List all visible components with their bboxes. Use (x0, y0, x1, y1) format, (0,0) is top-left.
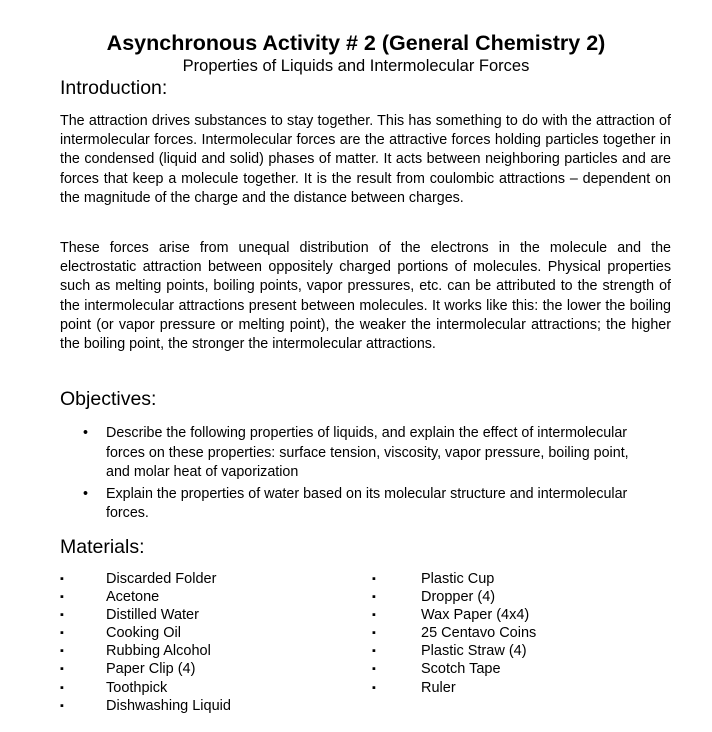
objective-text: Explain the properties of water based on its molecular structure and intermolecular forces. (106, 485, 628, 522)
material-text: Plastic Straw (4) (421, 643, 527, 660)
material-text: Dishwashing Liquid (106, 697, 231, 714)
square-bullet-icon: ▪ (372, 645, 376, 658)
material-text: Ruler (421, 679, 456, 696)
bullet-icon: • (83, 485, 89, 502)
material-text: Cooking Oil (106, 625, 181, 642)
objectives-list (80, 424, 640, 526)
square-bullet-icon: ▪ (372, 573, 376, 585)
document-subtitle: Properties of Liquids and Intermolecular Forces (182, 57, 530, 75)
bullet-icon: • (83, 425, 89, 441)
material-text: Rubbing Alcohol (106, 643, 211, 660)
material-text: Acetone (106, 589, 160, 606)
material-text: Toothpick (106, 679, 168, 696)
objective-item (80, 485, 640, 524)
square-bullet-icon: ▪ (60, 663, 64, 676)
material-text: Distilled Water (106, 607, 199, 624)
material-text: Scotch Tape (421, 661, 501, 678)
square-bullet-icon: ▪ (372, 627, 376, 640)
square-bullet-icon: ▪ (60, 699, 64, 712)
square-bullet-icon: ▪ (60, 645, 64, 658)
objectives-heading: Objectives: (60, 388, 157, 410)
material-text: Dropper (4) (421, 589, 496, 606)
material-text: Wax Paper (4x4) (421, 607, 530, 624)
objective-text: Describe the following properties of liquids, and explain the effect of intermolecular forces on these properties: surface tension, viscosity, vapor pressure, boiling point, and molar heat of vaporization (106, 425, 629, 481)
square-bullet-icon: ▪ (60, 681, 64, 694)
document-title: Asynchronous Activity # 2 (General Chemistry 2) (106, 31, 606, 55)
square-bullet-icon: ▪ (372, 609, 376, 622)
material-text: Discarded Folder (106, 571, 217, 587)
square-bullet-icon: ▪ (60, 573, 64, 585)
material-text: 25 Centavo Coins (421, 625, 537, 642)
square-bullet-icon: ▪ (60, 591, 64, 604)
square-bullet-icon: ▪ (372, 591, 376, 604)
introduction-heading: Introduction: (60, 77, 168, 99)
square-bullet-icon: ▪ (372, 663, 376, 676)
square-bullet-icon: ▪ (372, 681, 376, 694)
materials-heading: Materials: (60, 536, 145, 558)
material-text: Plastic Cup (421, 571, 495, 587)
introduction-paragraph-2: These forces arise from unequal distribution of the electrons in the molecule and the electrostatic attraction between oppositely charged portions of molecules. Physical properties such as melting points, boiling points, vapor pressures, etc. can be attributed to the strength of the intermolecular attractions present between molecules. It works like this: the lower the boiling point (or vapor pressure or melting point), the weaker the intermolecular attractions; the higher the boiling point, the stronger the intermolecular attractions. (60, 240, 671, 353)
square-bullet-icon: ▪ (60, 609, 64, 622)
introduction-paragraph-1: The attraction drives substances to stay together. This has something to do with the attraction of intermolecular forces. Intermolecular forces are the attractive forces holding particles together in the condensed (liquid and solid) phases of matter. It acts between neighboring particles and are forces that keep a molecule together. It is the result from coulombic attractions – dependent on the magnitude of the charge and the distance between charges. (60, 113, 671, 206)
square-bullet-icon: ▪ (60, 627, 64, 640)
material-text: Paper Clip (4) (106, 661, 196, 678)
objective-item (80, 424, 640, 483)
